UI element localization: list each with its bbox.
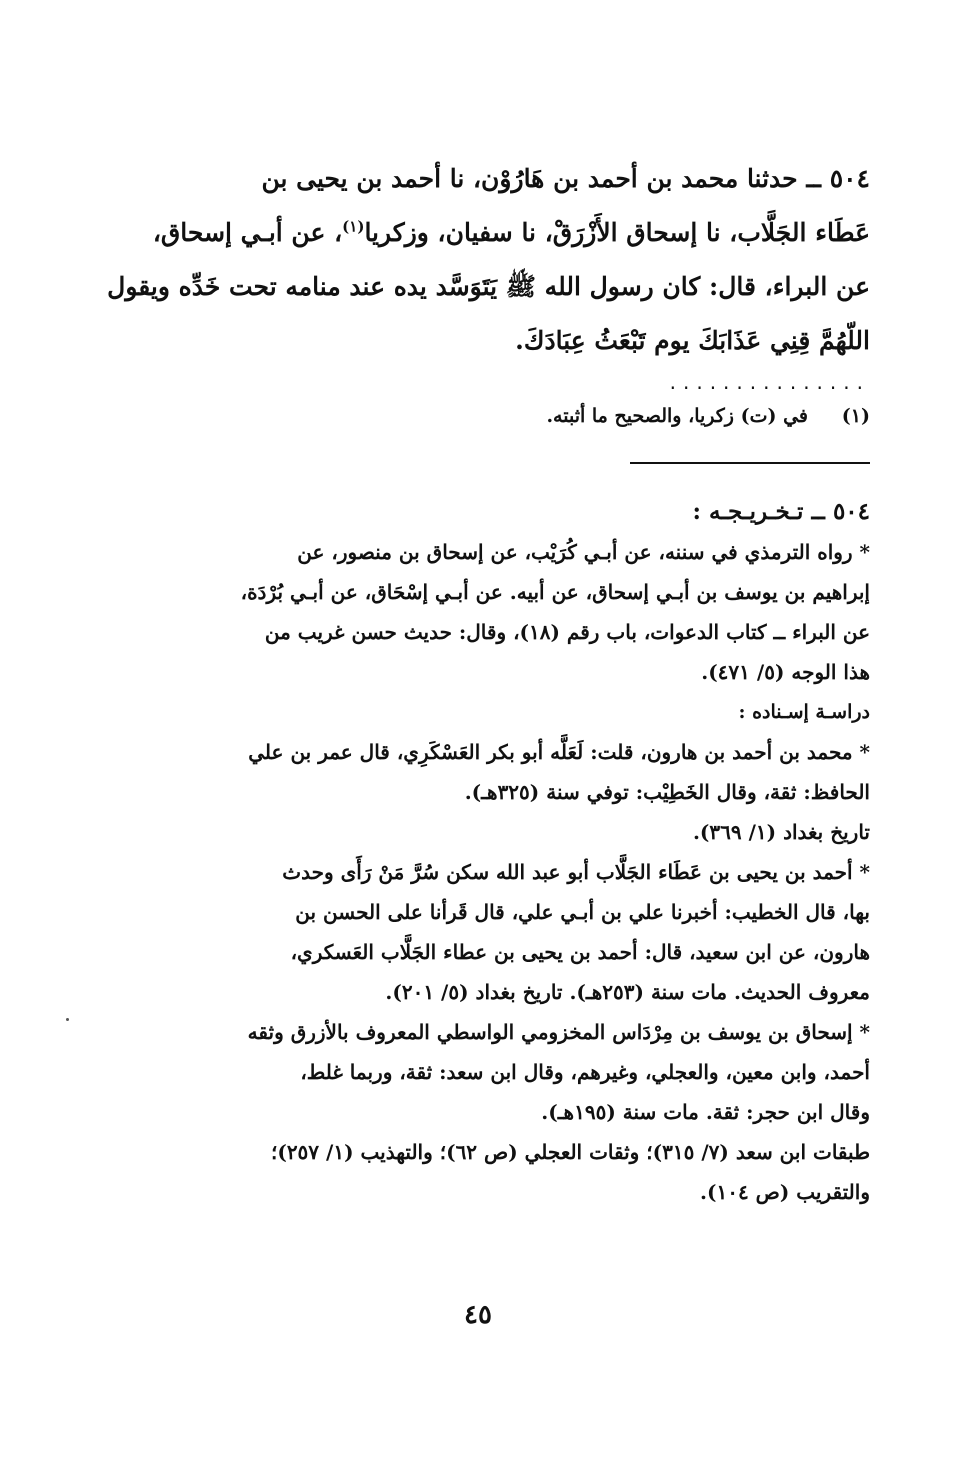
hadith-text: [107, 152, 870, 368]
narrator-line: * إسحاق بن يوسف بن مِرْدَاس المخزومي الواسطي المعروف بالأزرق وثقه: [247, 1020, 870, 1044]
takhrij-line: عن البراء ــ كتاب الدعوات، باب رقم (١٨)، وقال: حديث حسن غريب من: [264, 620, 870, 644]
hadith-line-2-end: ، عن أبـي إسحاق،: [152, 218, 343, 247]
takhrij-section: [122, 492, 870, 1212]
narrator-line: وقال ابن حجر: ثقة. مات سنة (١٩٥هـ).: [541, 1100, 870, 1124]
footnote-separator-dots: ...............: [669, 370, 870, 394]
hadith-line-1: ٥٠٤ ــ حدثنا محمد بن أحمد بن هَارُوْن، نا أحمد بن يحيى بن: [261, 164, 870, 193]
footnote: [370, 405, 870, 427]
narrator-line: الحافظ: ثقة، وقال الخَطِيْب: توفي سنة (٣٢٥هـ).: [464, 780, 870, 804]
takhrij-line: إبراهيم بن يوسف بن أبـي إسحاق، عن أبيه. عن أبـي إسْحَاق، عن أبـي بُرْدَة،: [240, 580, 870, 604]
takhrij-line: * رواه الترمذي في سننه، عن أبـي كُرَيْب، عن إسحاق بن منصور، عن: [297, 540, 870, 564]
margin-speck: [66, 1018, 69, 1021]
page-number: ٤٥: [464, 1300, 492, 1330]
footnote-reference: (١): [342, 217, 365, 236]
hadith-line-3: عن البراء، قال: كان رسول الله ﷺ يَتَوَسَّد يده عند منامه تحت خَدِّه ويقول: [107, 272, 870, 301]
narrator-line: * أحمد بن يحيى بن عَطَاء الجَلَّاب أبو عبد الله سكن سُرَّ مَنْ رَأَى وحدث: [282, 860, 870, 884]
narrator-line: * محمد بن أحمد بن هارون، قلت: لَعَلَّه أبو بكر العَسْكَرِي، قال عمر بن علي: [248, 740, 870, 764]
isnad-study-heading: دراسـة إسـناده :: [738, 701, 870, 723]
sources-line: طبقات ابن سعد (٧/ ٣١٥)؛ وثقات العجلي (ص ٦٢)؛ والتهذيب (١/ ٢٥٧)؛: [270, 1140, 870, 1164]
takhrij-heading: ٥٠٤ ــ تـخـريـجـه :: [692, 498, 870, 525]
narrator-line: أحمد، وابن معين، والعجلي، وغيرهم، وقال ابن سعد: ثقة، وربما غلط،: [300, 1060, 870, 1084]
narrator-line: معروف الحديث. مات سنة (٢٥٣هـ). تاريخ بغداد (٥/ ٢٠١).: [385, 980, 870, 1004]
hadith-line-2: [122, 206, 870, 260]
section-divider: [630, 462, 870, 464]
takhrij-line: هذا الوجه (٥/ ٤٧١).: [701, 660, 870, 684]
footnote-text: في (ت) زكريا، والصحيح ما أثبته.: [546, 405, 808, 427]
narrator-line: هارون، عن ابن سعيد، قال: أحمد بن يحيى بن عطاء الجَلَّاب العَسكري،: [290, 940, 870, 964]
hadith-line-2-start: عَطَاء الجَلَّاب، نا إسحاق الأَزْرَقْ، نا سفيان، وزكريا: [364, 218, 870, 247]
hadith-line-4: اللّهُمَّ قِنِي عَذَابَكَ يوم تَبْعَثُ عِبَادَكَ.: [515, 326, 870, 355]
narrator-line: بها، قال الخطيب: أخبرنا علي بن أبـي علي، قال قَرأنا على الحسن بن: [295, 900, 870, 924]
sources-line: والتقريب (ص ١٠٤).: [700, 1180, 870, 1204]
footnote-number: (١): [841, 405, 870, 427]
narrator-line: تاريخ بغداد (١/ ٣٦٩).: [692, 820, 870, 844]
